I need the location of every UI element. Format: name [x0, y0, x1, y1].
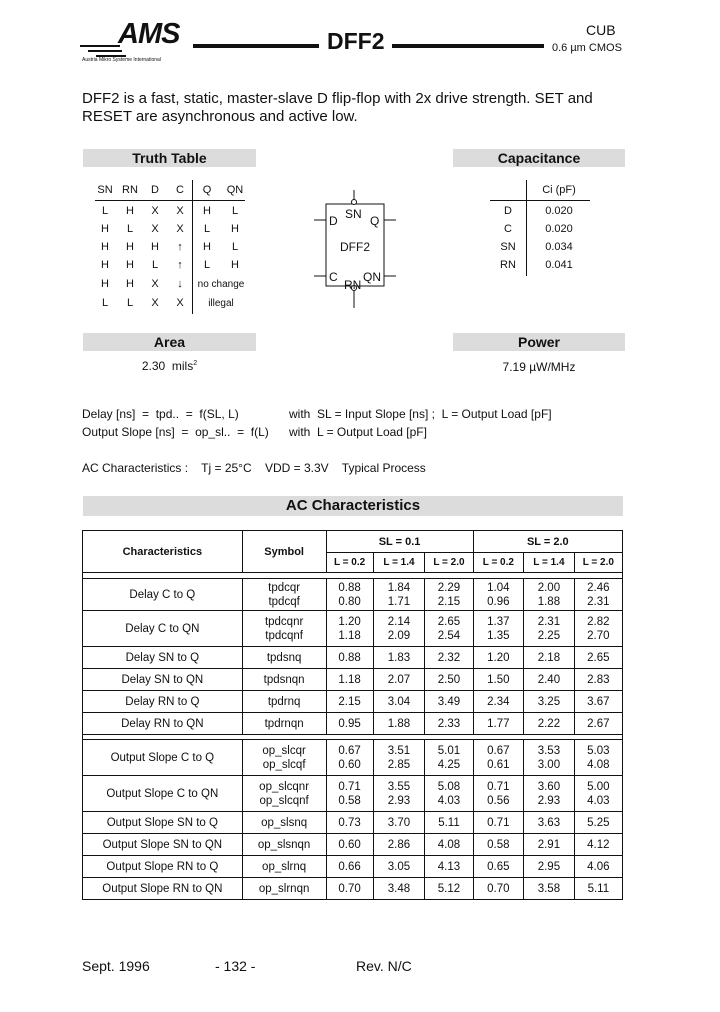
tt-r2-d: X: [151, 223, 159, 235]
value: 2.31: [587, 595, 610, 608]
table-row: [83, 776, 623, 812]
tt-r3-sn: H: [101, 241, 109, 253]
cell: [425, 776, 473, 812]
tt-r4-q: L: [203, 259, 211, 271]
row-name: Delay RN to Q: [83, 691, 243, 713]
cell: [473, 579, 524, 611]
value: 2.54: [437, 629, 461, 642]
tt-r5-out: no change: [197, 279, 245, 290]
value: 3.51: [387, 744, 411, 757]
cap-pin-rn: RN: [500, 259, 516, 271]
cell: [473, 740, 524, 776]
cap-val-c: 0.020: [545, 223, 573, 235]
value: 2.67: [574, 713, 622, 735]
value: 0.56: [487, 794, 510, 807]
value: 3.67: [574, 691, 622, 713]
cell: [326, 579, 373, 611]
tt-r2-c: X: [176, 223, 184, 235]
value: 0.60: [338, 758, 361, 771]
value: 3.04: [373, 691, 425, 713]
cell: [425, 740, 473, 776]
row-symbols: [242, 579, 326, 611]
value: 2.65: [437, 615, 461, 628]
col-symbol: Symbol: [242, 531, 326, 573]
tt-r5-c: ↓: [177, 278, 183, 290]
row-symbol: tpdrnqn: [242, 713, 326, 735]
symbol-fall: tpdcqf: [268, 595, 300, 608]
table-row: [83, 740, 623, 776]
table-row: [83, 878, 623, 900]
value: 1.35: [487, 629, 510, 642]
row-symbols: [242, 740, 326, 776]
value: 1.50: [473, 669, 524, 691]
value: 3.60: [537, 780, 561, 793]
value: 2.34: [473, 691, 524, 713]
tt-r6-out: illegal: [208, 298, 234, 309]
value: 1.37: [487, 615, 510, 628]
cell: [574, 776, 622, 812]
load-header: L = 1.4: [373, 553, 425, 573]
row-name: Output Slope RN to Q: [83, 856, 243, 878]
tt-col-rn: RN: [122, 184, 138, 196]
tt-r6-c: X: [176, 297, 184, 309]
value: 5.01: [437, 744, 461, 757]
row-name: Output Slope C to QN: [83, 776, 243, 812]
cap-val-sn: 0.034: [545, 241, 573, 253]
load-header: L = 0.2: [326, 553, 373, 573]
cap-pin-d: D: [504, 205, 512, 217]
value: 3.70: [373, 812, 425, 834]
cap-col-header: Ci (pF): [542, 184, 576, 196]
logo-subtitle: Austria Mikro Systeme International: [82, 57, 161, 63]
pin-c-label: C: [329, 270, 338, 284]
value: 0.95: [326, 713, 373, 735]
table-row: [83, 669, 623, 691]
tt-r6-sn: L: [101, 297, 109, 309]
pin-q-label: Q: [370, 214, 380, 228]
symbol-rise: tpdcqr: [268, 581, 301, 594]
value: 4.08: [587, 758, 610, 771]
row-name: Output Slope SN to QN: [83, 834, 243, 856]
row-symbol: op_slsnq: [242, 812, 326, 834]
value: 0.60: [326, 834, 373, 856]
cap-val-d: 0.020: [545, 205, 573, 217]
process-name: CUB: [586, 22, 616, 38]
slope-formula: Output Slope [ns] = op_sl.. = f(L): [82, 425, 269, 439]
cell: [524, 740, 575, 776]
sl-group-1: SL = 0.1: [326, 531, 473, 553]
cell: [425, 611, 473, 647]
row-symbol: op_slsnqn: [242, 834, 326, 856]
tt-r2-q: L: [203, 223, 211, 235]
symbol-fall: op_slcqnf: [259, 794, 309, 807]
tt-r1-rn: H: [126, 205, 134, 217]
power-title: Power: [453, 333, 625, 351]
ac-conditions: AC Characteristics : Tj = 25°C VDD = 3.3V Typical Process: [82, 461, 426, 475]
cell: [473, 611, 524, 647]
cell: [524, 776, 575, 812]
value: 2.33: [425, 713, 473, 735]
load-header: L = 2.0: [425, 553, 473, 573]
value: 1.77: [473, 713, 524, 735]
value: 0.71: [338, 780, 361, 793]
capacitance-table: [490, 180, 600, 280]
value: 2.09: [387, 629, 411, 642]
cell: [524, 579, 575, 611]
dff2-symbol: [300, 190, 410, 315]
value: 5.12: [425, 878, 473, 900]
value: 4.06: [574, 856, 622, 878]
area-number: 2.30: [141, 359, 166, 373]
symbol-rise: op_slcqr: [262, 744, 306, 757]
area-unit-exp: 2: [193, 360, 198, 367]
value: 0.96: [487, 595, 510, 608]
value: 1.88: [373, 713, 425, 735]
value: 1.20: [338, 615, 361, 628]
slope-formula-note: with L = Output Load [pF]: [289, 425, 427, 439]
ac-table: [82, 530, 623, 900]
value: 0.73: [326, 812, 373, 834]
value: 1.18: [326, 669, 373, 691]
cell: [425, 579, 473, 611]
value: 0.66: [326, 856, 373, 878]
footer-page: - 132 -: [215, 958, 256, 974]
area-unit: mils: [171, 359, 194, 373]
cell: [373, 611, 425, 647]
cap-divider: [526, 180, 527, 276]
value: 2.46: [587, 581, 610, 594]
load-header: L = 0.2: [473, 553, 524, 573]
cell: [326, 611, 373, 647]
value: 0.71: [487, 780, 510, 793]
pin-d-label: D: [329, 214, 338, 228]
header: [0, 0, 720, 70]
value: 2.50: [425, 669, 473, 691]
value: 2.83: [574, 669, 622, 691]
value: 2.93: [537, 794, 561, 807]
value: 3.55: [387, 780, 411, 793]
tt-r3-q: H: [203, 241, 211, 253]
row-symbols: [242, 611, 326, 647]
tt-divider: [192, 180, 193, 314]
value: 3.49: [425, 691, 473, 713]
row-name: Output Slope RN to QN: [83, 878, 243, 900]
value: 5.11: [574, 878, 622, 900]
value: 0.67: [487, 744, 510, 757]
symbol-rise: tpdcqnr: [264, 615, 304, 628]
value: 1.20: [473, 647, 524, 669]
cell: [524, 611, 575, 647]
tt-r3-qn: L: [231, 241, 239, 253]
footer-date: Sept. 1996: [82, 958, 150, 974]
table-row: [83, 579, 623, 611]
tt-r4-d: L: [151, 259, 159, 271]
truth-table-title: Truth Table: [83, 149, 256, 167]
value: 4.03: [437, 794, 461, 807]
tt-r5-rn: H: [126, 278, 134, 290]
value: 2.29: [437, 581, 461, 594]
cap-pin-sn: SN: [500, 241, 516, 253]
value: 1.83: [373, 647, 425, 669]
table-row: [83, 713, 623, 735]
value: 0.70: [473, 878, 524, 900]
row-symbol: tpdrnq: [242, 691, 326, 713]
tt-col-sn: SN: [97, 184, 113, 196]
tt-r5-sn: H: [101, 278, 109, 290]
value: 0.65: [473, 856, 524, 878]
header-rule-left: [193, 44, 319, 48]
value: 0.58: [338, 794, 361, 807]
value: 1.71: [387, 595, 411, 608]
tt-r1-d: X: [151, 205, 159, 217]
symbol-fall: op_slcqf: [262, 758, 306, 771]
value: 2.93: [387, 794, 411, 807]
tt-r5-d: X: [151, 278, 159, 290]
row-name: Delay SN to QN: [83, 669, 243, 691]
cap-val-rn: 0.041: [545, 259, 573, 271]
tt-col-qn: QN: [226, 184, 244, 196]
value: 2.14: [387, 615, 411, 628]
value: 1.04: [487, 581, 510, 594]
tt-r1-c: X: [176, 205, 184, 217]
row-symbols: [242, 776, 326, 812]
load-header: L = 2.0: [574, 553, 622, 573]
tt-r6-d: X: [151, 297, 159, 309]
table-row: [83, 812, 623, 834]
page-title: DFF2: [327, 28, 385, 54]
value: 0.88: [326, 647, 373, 669]
ac-title: AC Characteristics: [83, 496, 623, 516]
cell: [373, 579, 425, 611]
row-name: Output Slope C to Q: [83, 740, 243, 776]
cell: [326, 776, 373, 812]
value: 2.95: [524, 856, 575, 878]
tt-r3-d: H: [151, 241, 159, 253]
value: 2.15: [326, 691, 373, 713]
area-title: Area: [83, 333, 256, 351]
table-row: [83, 647, 623, 669]
tt-r4-sn: H: [101, 259, 109, 271]
value: 3.05: [373, 856, 425, 878]
value: 2.40: [524, 669, 575, 691]
row-symbol: tpdsnq: [242, 647, 326, 669]
row-name: Delay C to Q: [83, 579, 243, 611]
value: 3.00: [537, 758, 561, 771]
tt-header-rule: [95, 200, 245, 201]
row-name: Delay RN to QN: [83, 713, 243, 735]
tt-r4-c: ↑: [177, 259, 183, 271]
tt-r2-sn: H: [101, 223, 109, 235]
header-rule-right: [392, 44, 544, 48]
truth-table: [83, 180, 263, 315]
table-row: [83, 691, 623, 713]
row-symbol: tpdsnqn: [242, 669, 326, 691]
value: 2.85: [387, 758, 411, 771]
symbol-rise: op_slcqnr: [259, 780, 310, 793]
row-name: Output Slope SN to Q: [83, 812, 243, 834]
value: 1.88: [537, 595, 561, 608]
value: 4.03: [587, 794, 610, 807]
area-value: [83, 359, 256, 373]
value: 3.25: [524, 691, 575, 713]
table-row: [83, 611, 623, 647]
cap-pin-c: C: [504, 223, 512, 235]
pin-qn-label: QN: [363, 270, 381, 284]
cell: [373, 776, 425, 812]
value: 2.82: [587, 615, 610, 628]
description: DFF2 is a fast, static, master-slave D flip-flop with 2x drive strength. SET and RESET are asynchronous and active low.: [82, 90, 593, 125]
value: 2.18: [524, 647, 575, 669]
tt-r1-qn: L: [231, 205, 239, 217]
process-tech: 0.6 µm CMOS: [552, 42, 622, 54]
pin-rn-label: RN: [344, 278, 362, 292]
value: 4.12: [574, 834, 622, 856]
row-name: Delay C to QN: [83, 611, 243, 647]
tt-r4-qn: H: [231, 259, 239, 271]
row-symbol: op_slrnqn: [242, 878, 326, 900]
value: 2.07: [373, 669, 425, 691]
value: 2.91: [524, 834, 575, 856]
value: 2.65: [574, 647, 622, 669]
tt-r3-rn: H: [126, 241, 134, 253]
value: 5.11: [425, 812, 473, 834]
symbol-fall: tpdcqnf: [265, 629, 303, 642]
pin-sn-label: SN: [345, 207, 362, 221]
row-symbol: op_slrnq: [242, 856, 326, 878]
tt-col-c: C: [176, 184, 184, 196]
value: 2.22: [524, 713, 575, 735]
logo-text: AMS: [118, 18, 180, 50]
tt-col-q: Q: [202, 184, 212, 196]
value: 4.25: [437, 758, 461, 771]
value: 2.70: [587, 629, 610, 642]
value: 3.48: [373, 878, 425, 900]
value: 3.53: [537, 744, 561, 757]
value: 0.58: [473, 834, 524, 856]
cell: [373, 740, 425, 776]
delay-formula-note: with SL = Input Slope [ns] ; L = Output Load [pF]: [289, 407, 552, 421]
cell: [574, 740, 622, 776]
cell: [326, 740, 373, 776]
value: 5.25: [574, 812, 622, 834]
sl-group-2: SL = 2.0: [473, 531, 622, 553]
value: 0.67: [338, 744, 361, 757]
value: 2.15: [437, 595, 461, 608]
value: 1.18: [338, 629, 361, 642]
value: 0.88: [338, 581, 361, 594]
value: 5.03: [587, 744, 610, 757]
table-row: [83, 856, 623, 878]
value: 2.86: [373, 834, 425, 856]
value: 5.08: [437, 780, 461, 793]
capacitance-title: Capacitance: [453, 149, 625, 167]
value: 1.84: [387, 581, 411, 594]
value: 4.13: [425, 856, 473, 878]
value: 2.25: [537, 629, 561, 642]
value: 2.32: [425, 647, 473, 669]
tt-r1-sn: L: [101, 205, 109, 217]
cell: [574, 611, 622, 647]
tt-r2-qn: H: [231, 223, 239, 235]
cell-name-label: DFF2: [340, 240, 370, 254]
tt-r3-c: ↑: [177, 241, 183, 253]
load-header: L = 1.4: [524, 553, 575, 573]
value: 2.31: [537, 615, 561, 628]
table-row: [83, 834, 623, 856]
row-name: Delay SN to Q: [83, 647, 243, 669]
power-value: 7.19 µW/MHz: [502, 360, 576, 374]
tt-r2-rn: L: [126, 223, 134, 235]
cell: [473, 776, 524, 812]
tt-r6-rn: L: [126, 297, 134, 309]
cell: [574, 579, 622, 611]
tt-r4-rn: H: [126, 259, 134, 271]
value: 0.80: [338, 595, 361, 608]
value: 0.70: [326, 878, 373, 900]
footer-rev: Rev. N/C: [356, 958, 412, 974]
value: 3.63: [524, 812, 575, 834]
value: 0.71: [473, 812, 524, 834]
col-characteristics: Characteristics: [83, 531, 243, 573]
tt-r1-q: H: [203, 205, 211, 217]
value: 0.61: [487, 758, 510, 771]
delay-formula: Delay [ns] = tpd.. = f(SL, L): [82, 407, 239, 421]
value: 2.00: [537, 581, 561, 594]
value: 4.08: [425, 834, 473, 856]
cap-header-rule: [490, 200, 590, 201]
value: 3.58: [524, 878, 575, 900]
value: 5.00: [587, 780, 610, 793]
tt-col-d: D: [151, 184, 159, 196]
